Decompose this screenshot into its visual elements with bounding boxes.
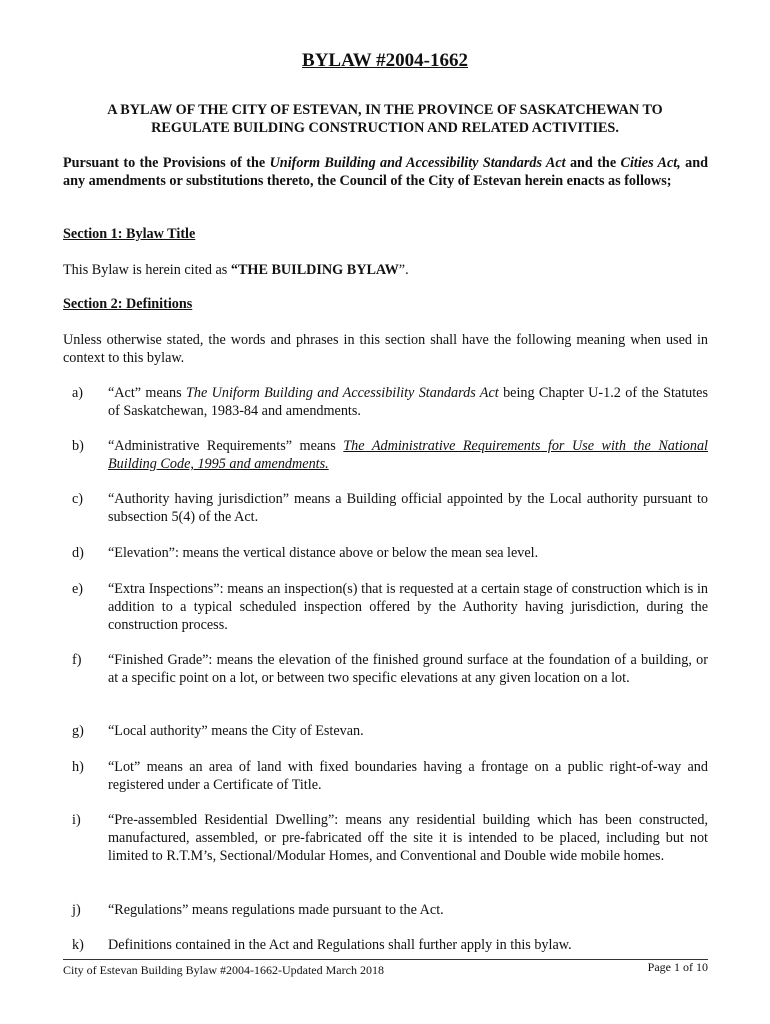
preamble-cities-act: Cities Act,	[620, 155, 681, 171]
section-2-intro: Unless otherwise stated, the words and phrases in this section shall have the following meaning when used in context to this bylaw.	[63, 332, 708, 366]
item-label: c)	[72, 491, 84, 507]
item-label: i)	[72, 812, 81, 828]
item-text: Definitions contained in the Act and Regulations shall further apply in this bylaw.	[108, 937, 572, 953]
definition-item-f	[72, 651, 708, 687]
item-text: “Elevation”: means the vertical distance above or below the mean sea level.	[108, 545, 539, 561]
item-label: a)	[72, 385, 84, 401]
item-text: “Finished Grade”: means the elevation of the finished ground surface at the foundation of a building, or at a specific point on a lot, or between two specific elevations at any given location on a lot.	[108, 652, 708, 686]
section-1-heading: Section 1: Bylaw Title	[63, 226, 196, 242]
item-label: d)	[72, 545, 84, 561]
item-label: h)	[72, 759, 84, 775]
item-label: b)	[72, 438, 84, 454]
section-1-bylaw-name: “THE BUILDING BYLAW	[230, 262, 399, 278]
item-text: “Regulations” means regulations made pursuant to the Act.	[108, 902, 444, 918]
item-label: e)	[72, 581, 84, 597]
definition-item-d	[72, 544, 708, 562]
section-2-heading: Section 2: Definitions	[63, 296, 193, 312]
item-text: “Lot” means an area of land with fixed boundaries having a frontage on a public right-of-way and registered under a Certificate of Title.	[108, 759, 708, 793]
item-text: “Authority having jurisdiction” means a Building official appointed by the Local authority pursuant to subsection 5(4) of the Act.	[108, 491, 708, 525]
section-1-text-before: This Bylaw is herein cited as	[63, 262, 231, 278]
bylaw-subtitle: A BYLAW OF THE CITY OF ESTEVAN, IN THE PROVINCE OF SASKATCHEWAN TO REGULATE BUILDING CONSTRUCTION AND RELATED ACTIVITIES.	[107, 102, 663, 136]
item-text: “Extra Inspections”: means an inspection(s) that is requested at a certain stage of construction which is in addition to a typical scheduled inspection offered by the Authority having jurisdiction, during the construction process.	[108, 581, 708, 633]
item-text	[108, 437, 708, 473]
item-text: “Local authority” means the City of Estevan.	[108, 723, 364, 739]
preamble-act-name: Uniform Building and Accessibility Standards Act	[269, 155, 566, 171]
definition-item-k	[72, 936, 708, 954]
definition-item-e	[72, 580, 708, 634]
preamble-text: and the	[565, 155, 621, 171]
item-text-part: being Chapter U-1.2 of the Statutes of Saskatchewan, 1983-84 and amendments.	[108, 385, 708, 419]
definition-item-i	[72, 811, 708, 865]
item-label: j)	[72, 902, 81, 918]
section-1-text-after: ”.	[398, 262, 409, 278]
definition-item-h	[72, 758, 708, 794]
item-text: “Pre-assembled Residential Dwelling”: means any residential building which has been constructed, manufactured, assembled, or pre-fabricated off the site it is intended to be placed, including but not limited to R.T.M’s, Sectional/Modular Homes, and Conventional and Double wide mobile homes.	[108, 812, 708, 864]
footer-document-name: City of Estevan Building Bylaw #2004-1662-Updated March 2018	[63, 963, 384, 977]
definition-item-b	[72, 437, 708, 473]
preamble-text: Pursuant to the Provisions of the	[63, 155, 270, 171]
definition-item-a	[72, 384, 708, 420]
footer-divider	[63, 959, 708, 960]
preamble	[63, 154, 708, 190]
definition-item-j	[72, 901, 708, 919]
item-admin-requirements-link[interactable]: The Administrative Requirements for Use with the National Building Code, 1995 and amendments.	[108, 438, 708, 472]
section-1-text	[63, 261, 708, 279]
item-label: g)	[72, 723, 84, 739]
item-text-part: “Act” means	[108, 385, 187, 401]
item-label: k)	[72, 937, 84, 953]
bylaw-title: BYLAW #2004-1662	[302, 50, 468, 71]
item-act-name: The Uniform Building and Accessibility Standards Act	[186, 385, 499, 401]
definition-item-c	[72, 490, 708, 526]
preamble-text: and any amendments or substitutions thereto, the Council of the City of Estevan herein enacts as follows;	[63, 155, 708, 189]
item-label: f)	[72, 652, 82, 668]
item-text-part: “Administrative Requirements” means	[108, 438, 344, 454]
footer-page-number: Page 1 of 10	[647, 960, 708, 974]
item-text	[108, 384, 708, 420]
definition-item-g	[72, 722, 708, 740]
